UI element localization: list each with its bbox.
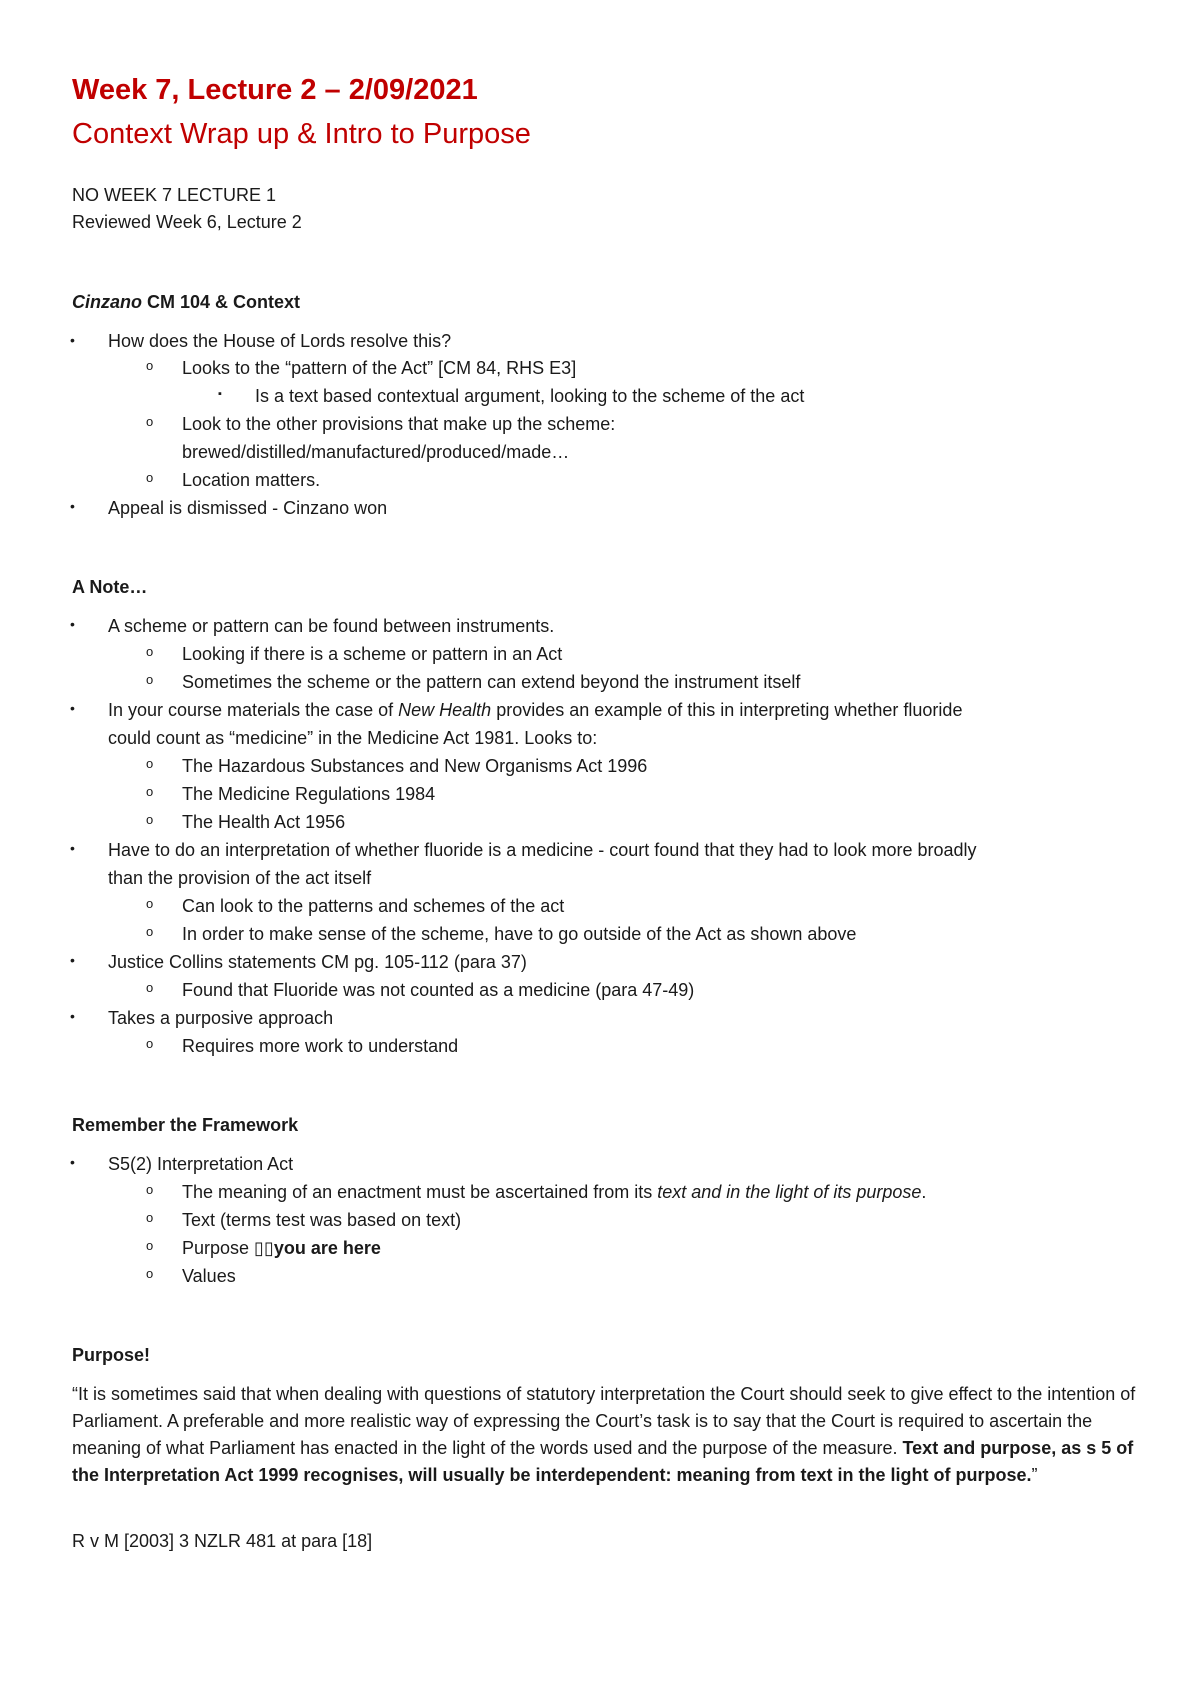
- bullet-circle: o: [146, 470, 154, 485]
- bullet-disc: •: [70, 1008, 75, 1024]
- list-item: Location matters.: [182, 470, 321, 490]
- quote-block: [72, 1381, 1142, 1489]
- list-item-continuation: could count as “medicine” in the Medicine Act 1981. Looks to:: [108, 728, 598, 748]
- bullet-disc: •: [70, 952, 75, 968]
- list-item: Justice Collins statements CM pg. 105-112 (para 37): [108, 952, 527, 972]
- bullet-circle: o: [146, 812, 154, 827]
- page-subtitle: Context Wrap up & Intro to Purpose: [72, 118, 531, 150]
- quote-text: “It is sometimes said that when dealing with questions of statutory interpretation the Court should seek to give effect to the intention of Parliament. A preferable and more realistic way of expressing the Court’s task is to say that the Court is required to ascertain the meaning of what Parliament has enacted in the light of the words used and the purpose of the measure.: [72, 1384, 1136, 1458]
- text-run: In your course materials the case of: [108, 700, 399, 720]
- list-item: Have to do an interpretation of whether fluoride is a medicine - court found that they had to look more broadly: [108, 840, 977, 860]
- case-name-cinzano: Cinzano: [72, 292, 142, 312]
- text-run-italic: text and in the light of its purpose: [657, 1182, 922, 1202]
- text-run: provides an example of this in interpreting whether fluoride: [491, 700, 963, 720]
- list-item: Sometimes the scheme or the pattern can extend beyond the instrument itself: [182, 672, 801, 692]
- list-item: [182, 1180, 926, 1204]
- list-item: Looking if there is a scheme or pattern in an Act: [182, 644, 563, 664]
- bullet-circle: o: [146, 980, 154, 995]
- list-item: Values: [182, 1266, 236, 1286]
- missing-glyph-icon: ▯▯: [254, 1238, 274, 1258]
- bullet-square: ▪: [218, 388, 222, 400]
- bullet-circle: o: [146, 924, 154, 939]
- list-item: S5(2) Interpretation Act: [108, 1154, 294, 1174]
- text-run-bold: you are here: [273, 1238, 381, 1258]
- list-item: The Health Act 1956: [182, 812, 346, 832]
- bullet-circle: o: [146, 414, 154, 429]
- quote-text-bold: Text and purpose, as s 5 of the Interpretation Act 1999 recognises, will usually be interdependent: meaning from text in the light of purpose.: [72, 1438, 1134, 1485]
- list-item: How does the House of Lords resolve this?: [108, 331, 452, 351]
- list-item: Can look to the patterns and schemes of the act: [182, 896, 565, 916]
- text-run: Purpose: [182, 1238, 255, 1258]
- quote-close-mark: ”: [1031, 1465, 1038, 1485]
- case-name-new-health: New Health: [398, 700, 492, 720]
- bullet-circle: o: [146, 756, 154, 771]
- page-title: Week 7, Lecture 2 – 2/09/2021: [72, 74, 478, 106]
- list-item: In order to make sense of the scheme, have to go outside of the Act as shown above: [182, 924, 857, 944]
- list-item: Look to the other provisions that make up the scheme:: [182, 414, 616, 434]
- list-item: [182, 1236, 381, 1260]
- bullet-disc: •: [70, 616, 75, 632]
- bullet-circle: o: [146, 644, 154, 659]
- list-item: Takes a purposive approach: [108, 1008, 334, 1028]
- bullet-disc: •: [70, 700, 75, 716]
- bullet-disc: •: [70, 332, 75, 348]
- list-item-continuation: brewed/distilled/manufactured/produced/made…: [182, 442, 570, 462]
- bullet-circle: o: [146, 672, 154, 687]
- text-run: The meaning of an enactment must be ascertained from its: [182, 1182, 658, 1202]
- intro-line-2: Reviewed Week 6, Lecture 2: [72, 212, 302, 232]
- intro-line-1: NO WEEK 7 LECTURE 1: [72, 185, 277, 205]
- bullet-disc: •: [70, 498, 75, 514]
- heading-rest: CM 104 & Context: [142, 292, 301, 312]
- bullet-circle: o: [146, 896, 154, 911]
- bullet-circle: o: [146, 1182, 154, 1197]
- section-heading-framework: Remember the Framework: [72, 1115, 299, 1135]
- list-item: Appeal is dismissed - Cinzano won: [108, 498, 388, 518]
- bullet-circle: o: [146, 358, 154, 373]
- bullet-circle: o: [146, 784, 154, 799]
- section-heading-purpose: Purpose!: [72, 1345, 151, 1365]
- section-heading-cinzano: [72, 290, 300, 314]
- list-item: Requires more work to understand: [182, 1036, 459, 1056]
- list-item: The Medicine Regulations 1984: [182, 784, 436, 804]
- list-item: Text (terms test was based on text): [182, 1210, 462, 1230]
- list-item: Found that Fluoride was not counted as a medicine (para 47-49): [182, 980, 695, 1000]
- bullet-disc: •: [70, 1154, 75, 1170]
- list-item-continuation: than the provision of the act itself: [108, 868, 372, 888]
- bullet-circle: o: [146, 1210, 154, 1225]
- list-item: Is a text based contextual argument, looking to the scheme of the act: [255, 386, 805, 406]
- bullet-disc: •: [70, 840, 75, 856]
- text-run: .: [921, 1182, 927, 1202]
- list-item: The Hazardous Substances and New Organisms Act 1996: [182, 756, 648, 776]
- list-item: A scheme or pattern can be found between instruments.: [108, 616, 555, 636]
- bullet-circle: o: [146, 1238, 154, 1253]
- bullet-circle: o: [146, 1266, 154, 1281]
- list-item: [108, 698, 962, 722]
- citation: R v M [2003] 3 NZLR 481 at para [18]: [72, 1531, 373, 1551]
- list-item: Looks to the “pattern of the Act” [CM 84, RHS E3]: [182, 358, 577, 378]
- bullet-circle: o: [146, 1036, 154, 1051]
- section-heading-note: A Note…: [72, 577, 148, 597]
